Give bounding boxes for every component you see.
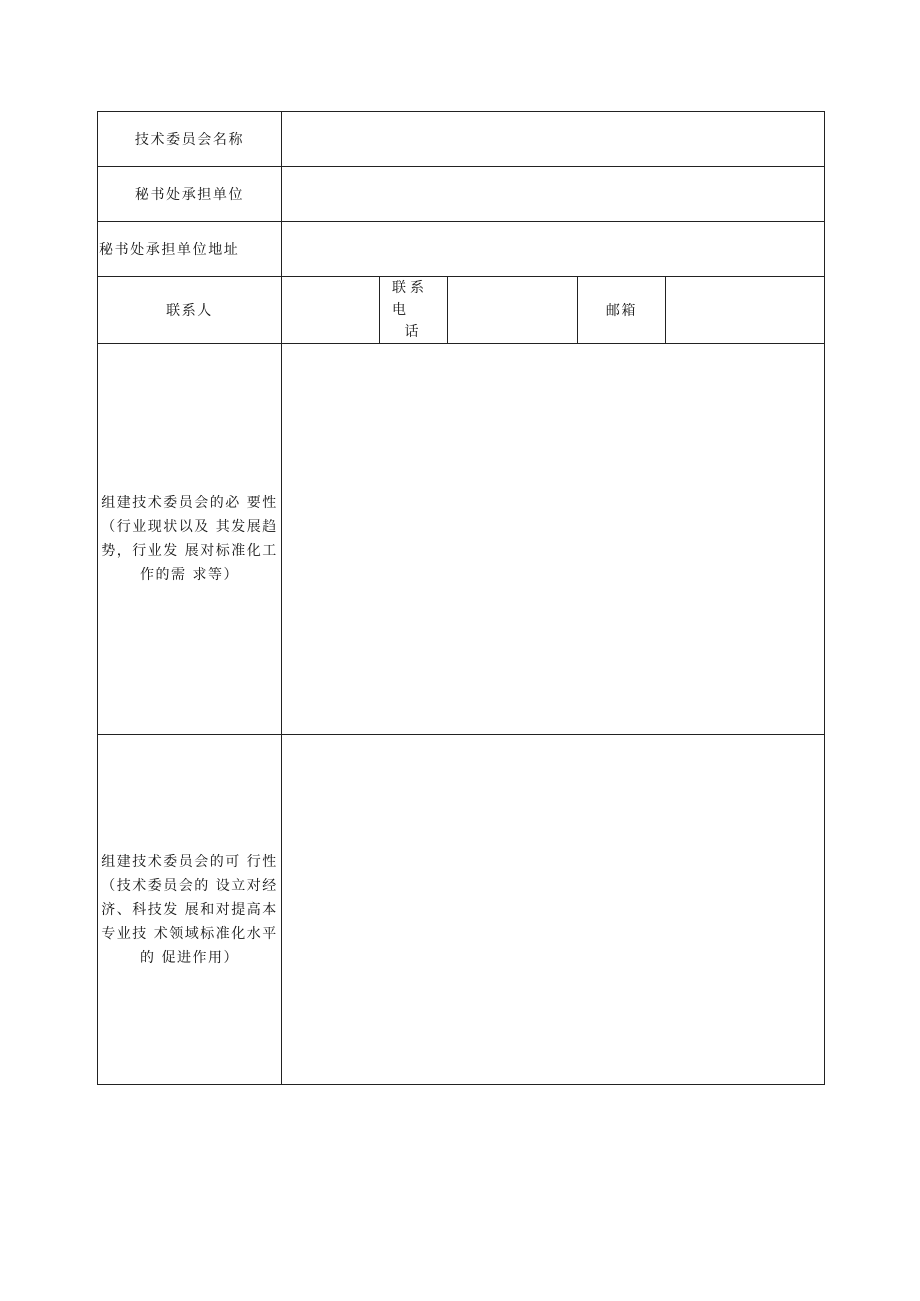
row-necessity: [98, 344, 825, 735]
feasibility-label-cell: [98, 735, 282, 1085]
secretariat-unit-field[interactable]: [282, 167, 825, 222]
email-field[interactable]: [666, 277, 825, 344]
phone-field[interactable]: [448, 277, 578, 344]
application-form: [97, 111, 824, 1078]
committee-name-label-cell: [98, 112, 282, 167]
form-table: [97, 111, 825, 1085]
necessity-label-cell: [98, 344, 282, 735]
necessity-label: 组建技术委员会的必 要性 （行业现状以及 其发展趋 势，行业发 展对标准化工 作的需 求等）: [101, 495, 278, 583]
row-feasibility: [98, 735, 825, 1085]
phone-label-line2: 话: [404, 324, 423, 340]
row-contact: [98, 277, 825, 344]
feasibility-field[interactable]: [282, 735, 825, 1085]
email-label-cell: [578, 277, 666, 344]
secretariat-unit-label-cell: [98, 167, 282, 222]
contact-person-label-cell: [98, 277, 282, 344]
phone-label: [380, 277, 447, 343]
row-secretariat-address: [98, 222, 825, 277]
email-label: 邮箱: [605, 303, 638, 319]
phone-label-cell: [380, 277, 448, 344]
secretariat-unit-label: 秘书处承担单位: [134, 187, 245, 203]
necessity-field[interactable]: [282, 344, 825, 735]
phone-label-line1: 联系 电: [392, 280, 428, 318]
contact-person-label: 联系人: [166, 303, 213, 319]
committee-name-label: 技术委员会名称: [134, 132, 245, 148]
contact-person-field[interactable]: [282, 277, 380, 344]
row-secretariat-unit: [98, 167, 825, 222]
secretariat-address-label-cell: [98, 222, 282, 277]
secretariat-address-field[interactable]: [282, 222, 825, 277]
row-committee-name: [98, 112, 825, 167]
feasibility-label: 组建技术委员会的可 行性 （技术委员会的 设立对经 济、科技发 展和对提高本 专业技 术领域标准化水平 的 促进作用）: [101, 853, 278, 966]
committee-name-field[interactable]: [282, 112, 825, 167]
secretariat-address-label: 秘书处承担单位地址: [99, 242, 240, 258]
